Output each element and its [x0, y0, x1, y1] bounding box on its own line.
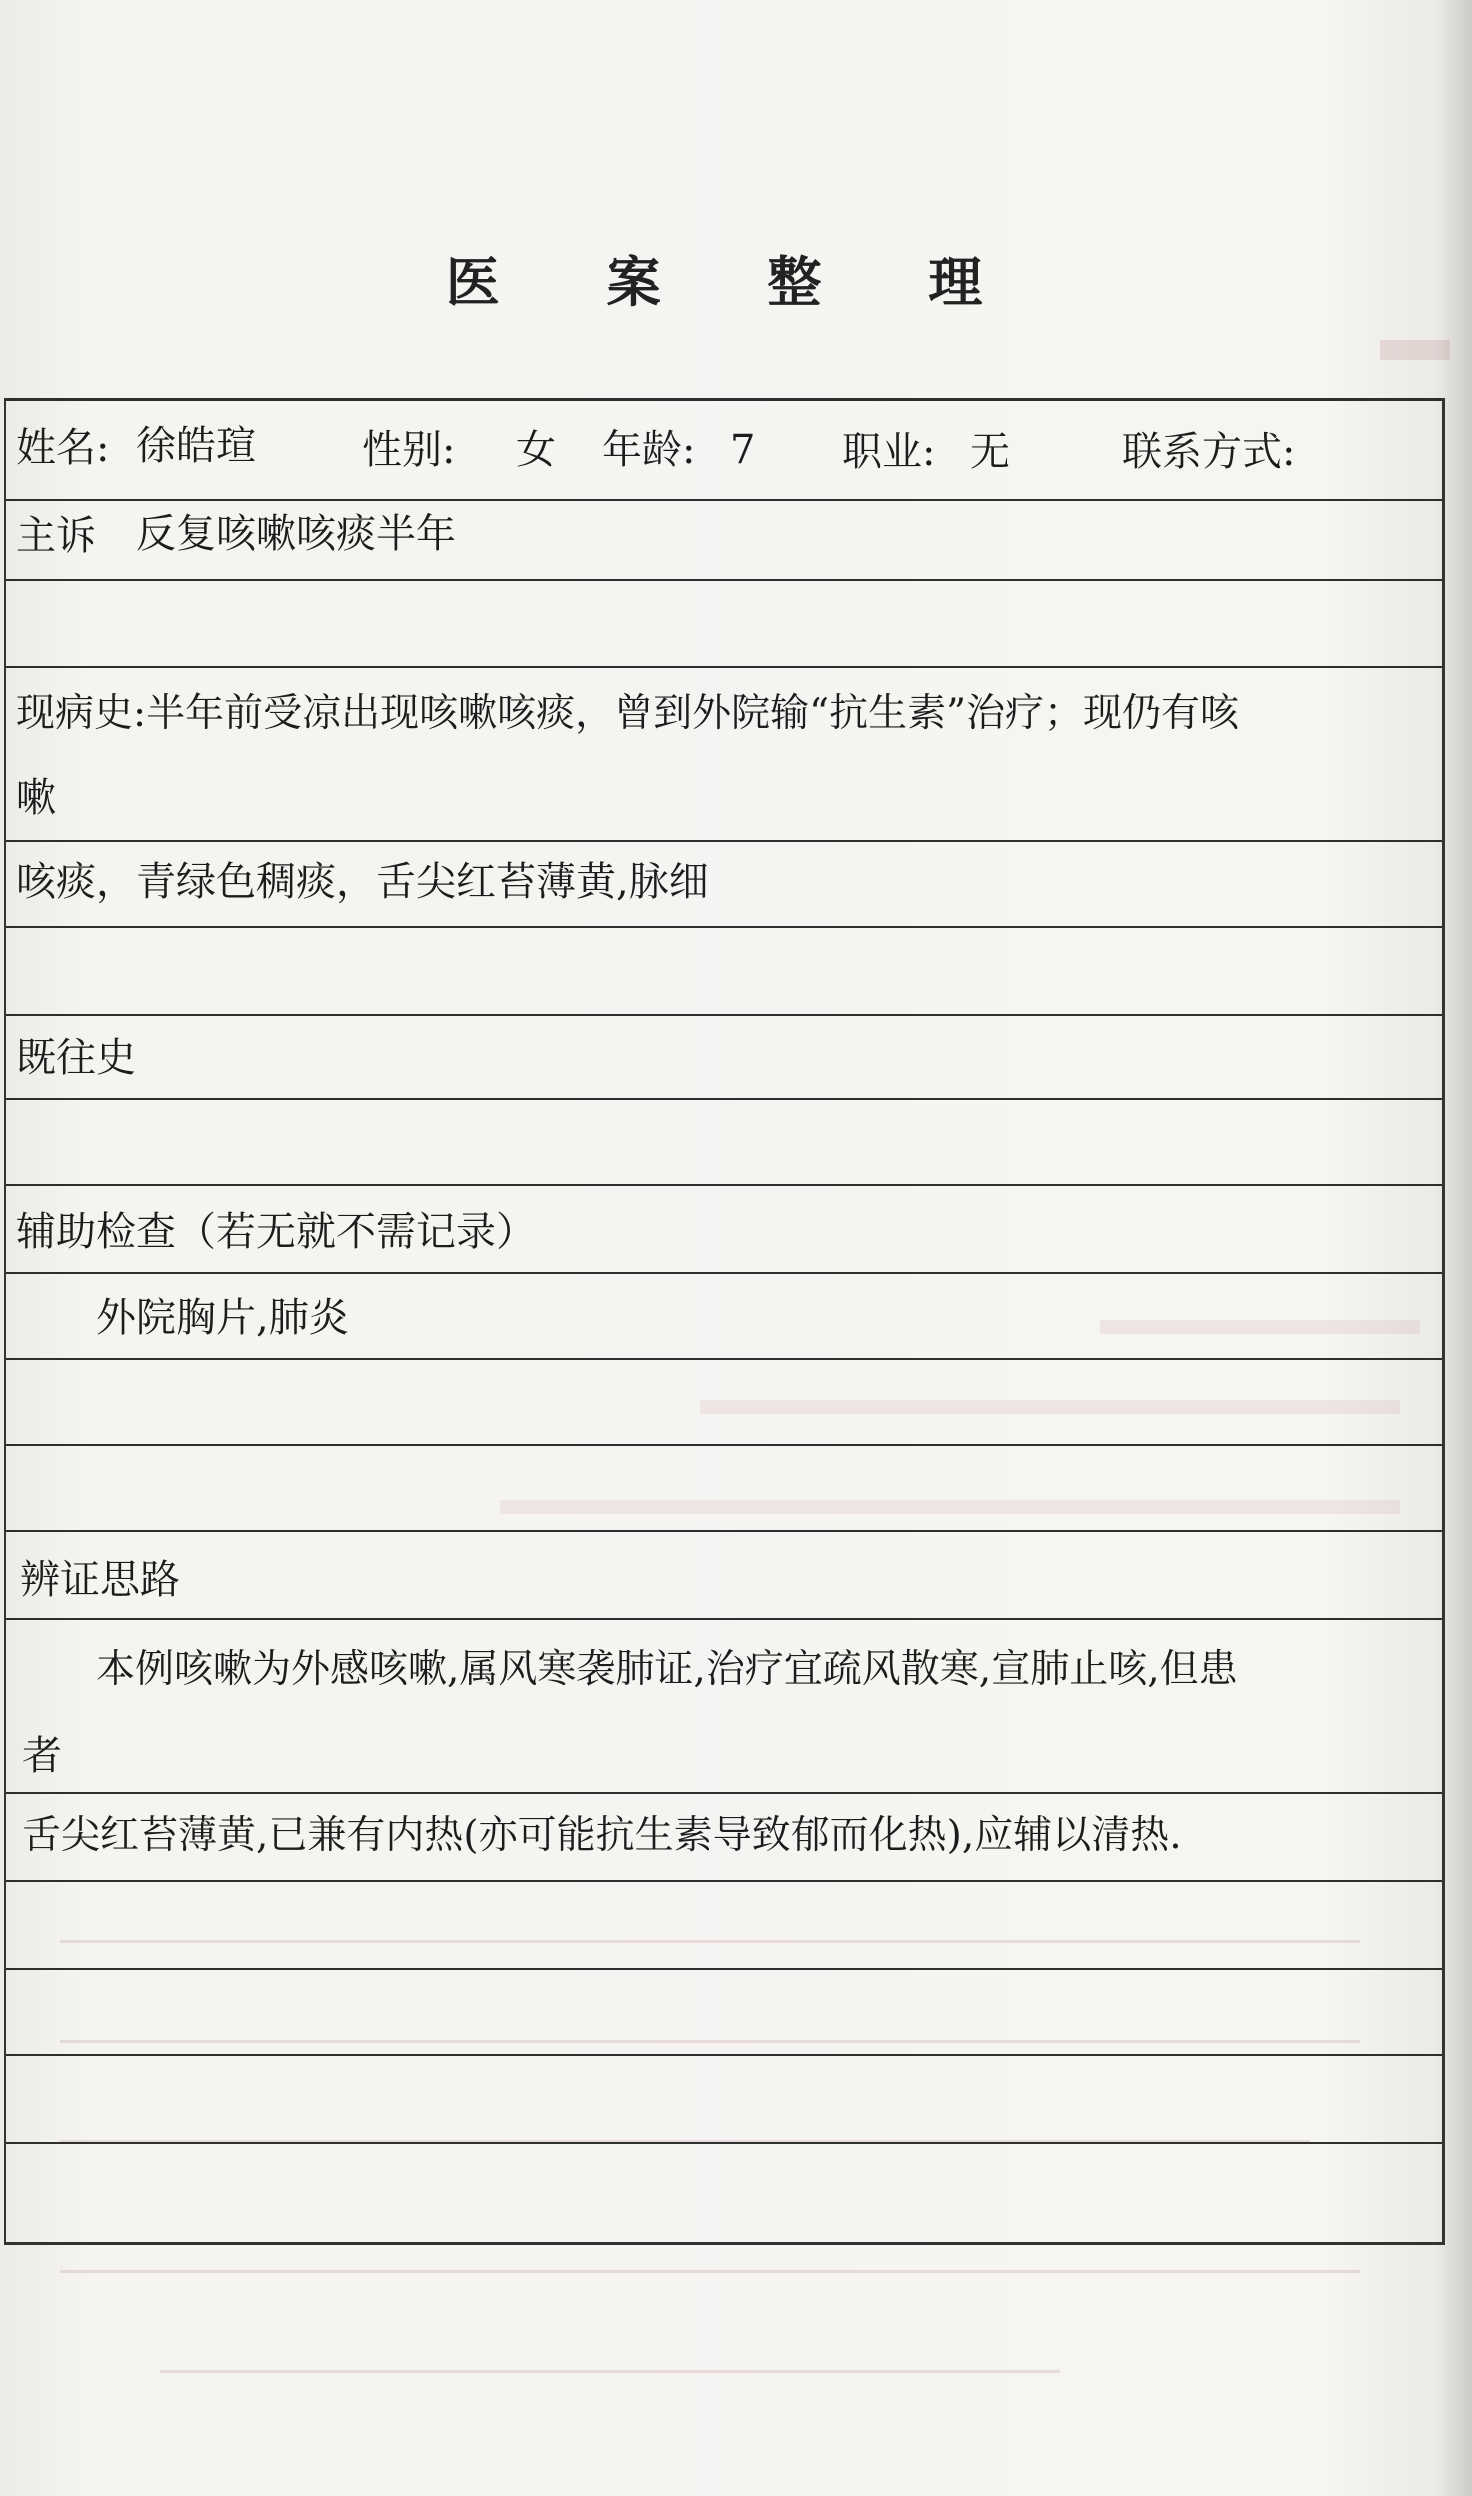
name-label: 姓名:	[16, 425, 110, 471]
row-rule	[6, 1358, 1442, 1360]
row-rule	[6, 1098, 1442, 1100]
present-illness-line2: 嗽	[16, 775, 56, 821]
differentiation-line3: 舌尖红苔薄黄,已兼有内热(亦可能抗生素导致郁而化热),应辅以清热.	[22, 1813, 1182, 1858]
patient-gender: 女	[516, 427, 556, 473]
present-illness-line1: 现病史:半年前受凉出现咳嗽咳痰，曾到外院输“抗生素”治疗；现仍有咳	[16, 691, 1240, 736]
patient-age: 7	[730, 427, 756, 473]
differentiation-line1: 本例咳嗽为外感咳嗽,属风寒袭肺证,治疗宜疏风散寒,宣肺止咳,但患	[96, 1647, 1238, 1692]
occupation-label: 职业:	[842, 429, 936, 475]
medical-record-form	[4, 398, 1445, 2245]
row-rule	[6, 926, 1442, 928]
row-rule	[6, 2142, 1442, 2144]
row-rule	[6, 1880, 1442, 1882]
row-rule	[6, 1014, 1442, 1016]
contact-label: 联系方式:	[1122, 429, 1296, 475]
differentiation-line2: 者	[22, 1733, 62, 1779]
bleed-through-mark	[160, 2370, 1060, 2373]
row-rule	[6, 1184, 1442, 1186]
row-rule	[6, 1444, 1442, 1446]
gender-label: 性别:	[362, 427, 456, 473]
row-rule	[6, 1618, 1442, 1620]
form-top-rule	[6, 398, 1442, 401]
patient-occupation: 无	[970, 429, 1010, 475]
auxiliary-exam-label: 辅助检查（若无就不需记录）	[16, 1209, 536, 1255]
row-rule	[6, 840, 1442, 842]
patient-name: 徐皓瑄	[136, 423, 256, 469]
age-label: 年龄:	[602, 427, 696, 473]
chief-complaint-text: 反复咳嗽咳痰半年	[136, 511, 456, 557]
row-rule	[6, 1792, 1442, 1794]
row-rule	[6, 1530, 1442, 1532]
auxiliary-exam-text: 外院胸片,肺炎	[96, 1295, 349, 1341]
row-rule	[6, 579, 1442, 581]
differentiation-label: 辨证思路	[20, 1557, 180, 1603]
present-illness-line3: 咳痰，青绿色稠痰，舌尖红苔薄黄,脉细	[16, 859, 709, 905]
chief-complaint-label: 主诉	[16, 513, 96, 559]
row-rule	[6, 1272, 1442, 1274]
bleed-through-mark	[1380, 340, 1450, 360]
row-rule	[6, 499, 1442, 501]
page-title: 医 案 整 理	[445, 250, 1027, 314]
row-rule	[6, 666, 1442, 668]
bleed-through-mark	[60, 2270, 1360, 2273]
row-rule	[6, 2054, 1442, 2056]
past-history-label: 既往史	[16, 1035, 136, 1081]
row-rule	[6, 1968, 1442, 1970]
